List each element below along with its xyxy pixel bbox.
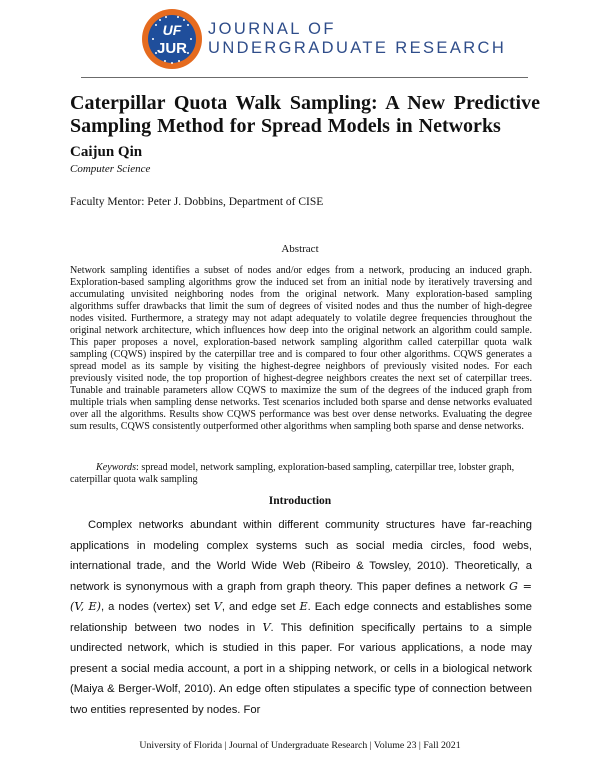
- author-name: Caijun Qin: [70, 144, 143, 160]
- intro-text-2: , a nodes (vertex) set: [101, 601, 214, 613]
- journal-name-line2: UNDERGRADUATE RESEARCH: [208, 39, 507, 57]
- article-title: Caterpillar Quota Walk Sampling: A New Predictive Sampling Method for Spread Models in Networks: [70, 92, 540, 137]
- journal-logo: [141, 8, 203, 70]
- introduction-paragraph: [70, 515, 532, 720]
- author-department: Computer Science: [70, 163, 151, 175]
- page-footer: University of Florida | Journal of Undergraduate Research | Volume 23 | Fall 2021: [139, 740, 461, 751]
- abstract-heading: Abstract: [281, 243, 319, 255]
- math-edge-set: E: [299, 600, 308, 613]
- math-node-set: V: [213, 600, 222, 613]
- math-node-set-2: V: [262, 620, 271, 634]
- introduction-heading: Introduction: [268, 495, 332, 507]
- intro-text-1: Complex networks abundant within different community structures have far-reaching applications in modeling complex systems such as social media circles, food webs, international trade, and the World Wide Web (Ribeiro & Towsley, 2010). Theoretically, a network is synonymous with a graph from graph theory. This paper defines a network: [70, 519, 532, 593]
- abstract-text: Network sampling identifies a subset of nodes and/or edges from a network, producing an induced graph. Exploration-based sampling algorithms grow the induced set from an initial node by iteratively traversing and accumulating unvisited neighboring nodes from the original network. Many exploration-based sampling algorithms suffer drawbacks that limit the sum of degrees of visited nodes and thus the number of high-degree nodes visited. Furthermore, a strategy may not adapt adequately to volatile degree frequencies throughout the original network architecture, which influences how deep into the original network an algorithm could sample. This paper proposes a novel, exploration-based network sampling algorithm called caterpillar quota walk sampling (CQWS) inspired by the caterpillar tree and is compared to four other algorithms. CQWS generates a spread model as its sample by visiting the highest-degree neighbors of previously visited nodes. For each previously visited node, the top proportion of highest-degree neighbors creates the next set of caterpillar trees. Tunable and trainable parameters allow CQWS to maximize the sum of the degrees of the induced graph from multiple trials when sampling dense networks. Test scenarios included both sparse and dense networks evaluated over all the algorithms. Results show CQWS performance was best over dense networks. Evaluating the degree sum results, CQWS consistently outperformed other algorithms when sampling both sparse and dense networks.: [70, 265, 532, 432]
- math-graph-definition: G = (V, E): [70, 579, 532, 613]
- svg-text:UF: UF: [162, 22, 182, 38]
- keywords-label: Keywords: [96, 462, 137, 473]
- journal-name: [208, 20, 506, 58]
- intro-text-5: . This definition specifically pertains to a simple undirected network, which is studied in this paper. For various applications, a node may present a social media account, a port in a shipping network, or cells in a biological network (Maiya & Berger-Wolf, 2010). An edge often stipulates a specific type of connection between two entities represented by nodes. For: [70, 621, 533, 716]
- intro-text-3: , and edge set: [221, 601, 300, 613]
- keywords-list: : spread model, network sampling, exploration-based sampling, caterpillar tree, lobster graph, caterpillar quota walk sampling: [70, 462, 515, 485]
- keywords: [70, 462, 532, 486]
- svg-text:JUR: JUR: [156, 40, 188, 57]
- header-divider: [81, 77, 528, 78]
- faculty-mentor: Faculty Mentor: Peter J. Dobbins, Department of CISE: [70, 196, 324, 208]
- intro-text-4: . Each edge connects and establishes some relationship between two nodes in: [70, 601, 533, 634]
- uf-jur-logo-icon: [141, 8, 203, 70]
- journal-name-line1: JOURNAL OF: [208, 20, 336, 38]
